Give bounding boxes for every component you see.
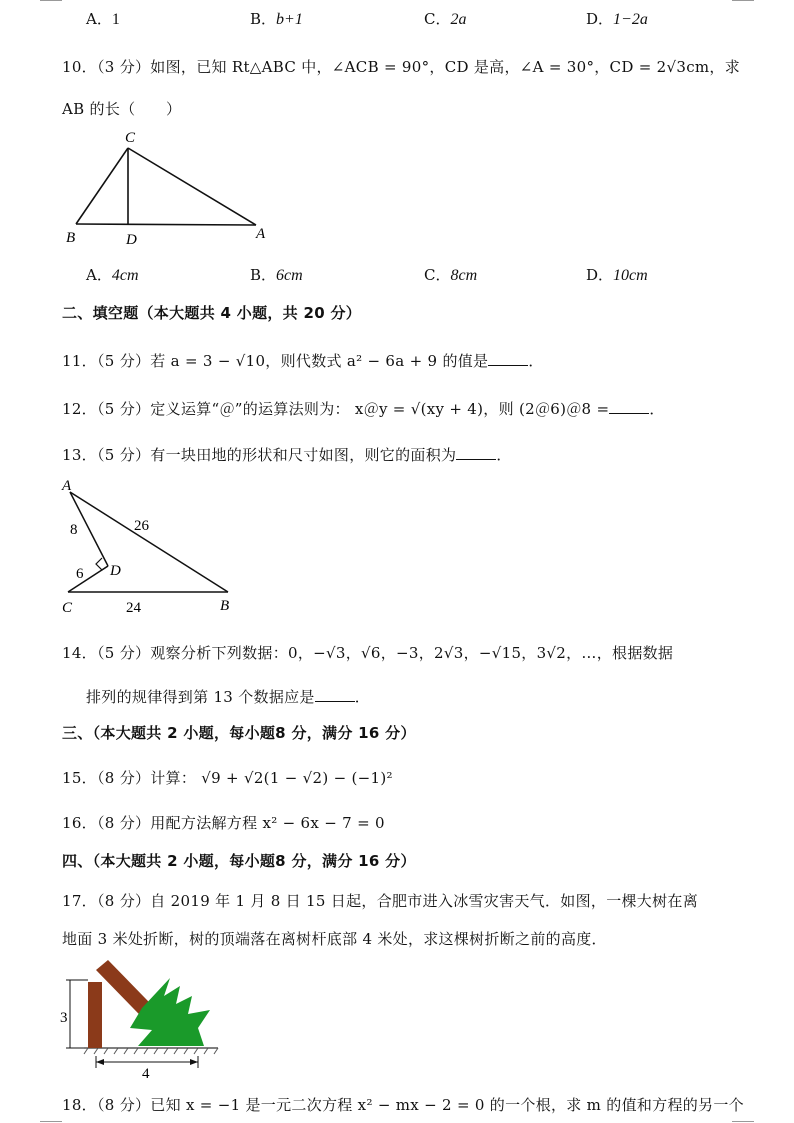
q17-broken-tree-figure xyxy=(58,956,228,1081)
q14-text-line2: 排列的规律得到第 13 个数据应是 ． xyxy=(86,688,371,706)
option-b: B．b+1 xyxy=(250,10,303,28)
q10-text-line2: AB 的长（ ） xyxy=(62,100,182,118)
section-3-heading: 三、（本大题共 2 小题，每小题8 分，满分 16 分） xyxy=(62,724,416,742)
page-edge-mark-left xyxy=(40,0,62,1)
q13-label-b: B xyxy=(220,598,230,614)
q13-label-c: C xyxy=(62,600,73,616)
q13-label-cb: 24 xyxy=(126,600,141,616)
q13-label-d: D xyxy=(110,563,121,579)
q14-text-line1: 14．（5 分）观察分析下列数据：0，−√3，√6，−3，2√3，−√15，3√2，…，根据数据 xyxy=(62,644,674,662)
q12-answer-blank[interactable] xyxy=(609,401,649,414)
q12-text: 12．（5 分）定义运算“＠”的运算法则为： x＠y = √(xy + 4)，则 (2＠6)＠8 = ． xyxy=(62,400,665,418)
q10-label-c: C xyxy=(125,130,136,146)
page-edge-mark-bottom-right xyxy=(732,1121,754,1122)
q17-text-line1: 17．（8 分）自 2019 年 1 月 8 日 15 日起，合肥市进入冰雪灾害天气．如图，一棵大树在离 xyxy=(62,892,698,910)
option-d: D．1−2a xyxy=(586,10,648,28)
q13-field-figure xyxy=(56,478,246,618)
section-4-heading: 四、（本大题共 2 小题，每小题8 分，满分 16 分） xyxy=(62,852,416,870)
option-a: A．1 xyxy=(86,10,120,28)
q18-text: 18．（8 分）已知 x = −1 是一元二次方程 x² − mx − 2 = 0 的一个根，求 m 的值和方程的另一个 xyxy=(62,1096,744,1114)
q14-answer-blank[interactable] xyxy=(315,689,355,702)
q15-text: 15．（8 分）计算： √9 + √2(1 − √2) − (−1)² xyxy=(62,769,393,787)
q17-tree-foliage xyxy=(130,978,210,1046)
q10-text-line1: 10．（3 分）如图，已知 Rt△ABC 中，∠ACB = 90°，CD 是高，∠A = 30°，CD = 2√3cm，求 xyxy=(62,58,741,76)
q10-label-b: B xyxy=(66,230,76,246)
q13-label-ab: 26 xyxy=(134,518,149,534)
q13-label-ad: 8 xyxy=(70,522,78,538)
option-c: C．2a xyxy=(424,10,467,28)
q11-text: 11．（5 分）若 a = 3 − √10，则代数式 a² − 6a + 9 的值是 ． xyxy=(62,352,544,370)
q11-answer-blank[interactable] xyxy=(488,353,528,366)
q17-text-line2: 地面 3 米处折断，树的顶端落在离树杆底部 4 米处，求这棵树折断之前的高度． xyxy=(62,930,607,948)
q10-option-b: B．6cm xyxy=(250,266,303,284)
q16-text: 16．（8 分）用配方法解方程 x² − 6x − 7 = 0 xyxy=(62,814,385,832)
q10-label-a: A xyxy=(256,226,266,242)
page-edge-mark-bottom-left xyxy=(40,1121,62,1122)
q13-label-cd: 6 xyxy=(76,566,84,582)
q13-text: 13．（5 分）有一块田地的形状和尺寸如图，则它的面积为 ． xyxy=(62,446,512,464)
q17-label-height: 3 xyxy=(60,1010,68,1026)
q13-answer-blank[interactable] xyxy=(456,447,496,460)
q17-tree-trunk xyxy=(88,982,102,1048)
q10-option-c: C．8cm xyxy=(424,266,478,284)
q13-label-a: A xyxy=(62,478,72,494)
q10-triangle-figure xyxy=(60,128,280,248)
page-edge-mark-right xyxy=(732,0,754,1)
q10-option-d: D．10cm xyxy=(586,266,648,284)
q17-label-base: 4 xyxy=(142,1066,150,1081)
section-2-heading: 二、填空题（本大题共 4 小题，共 20 分） xyxy=(62,304,362,322)
q10-label-d: D xyxy=(126,232,137,248)
q10-option-a: A．4cm xyxy=(86,266,139,284)
